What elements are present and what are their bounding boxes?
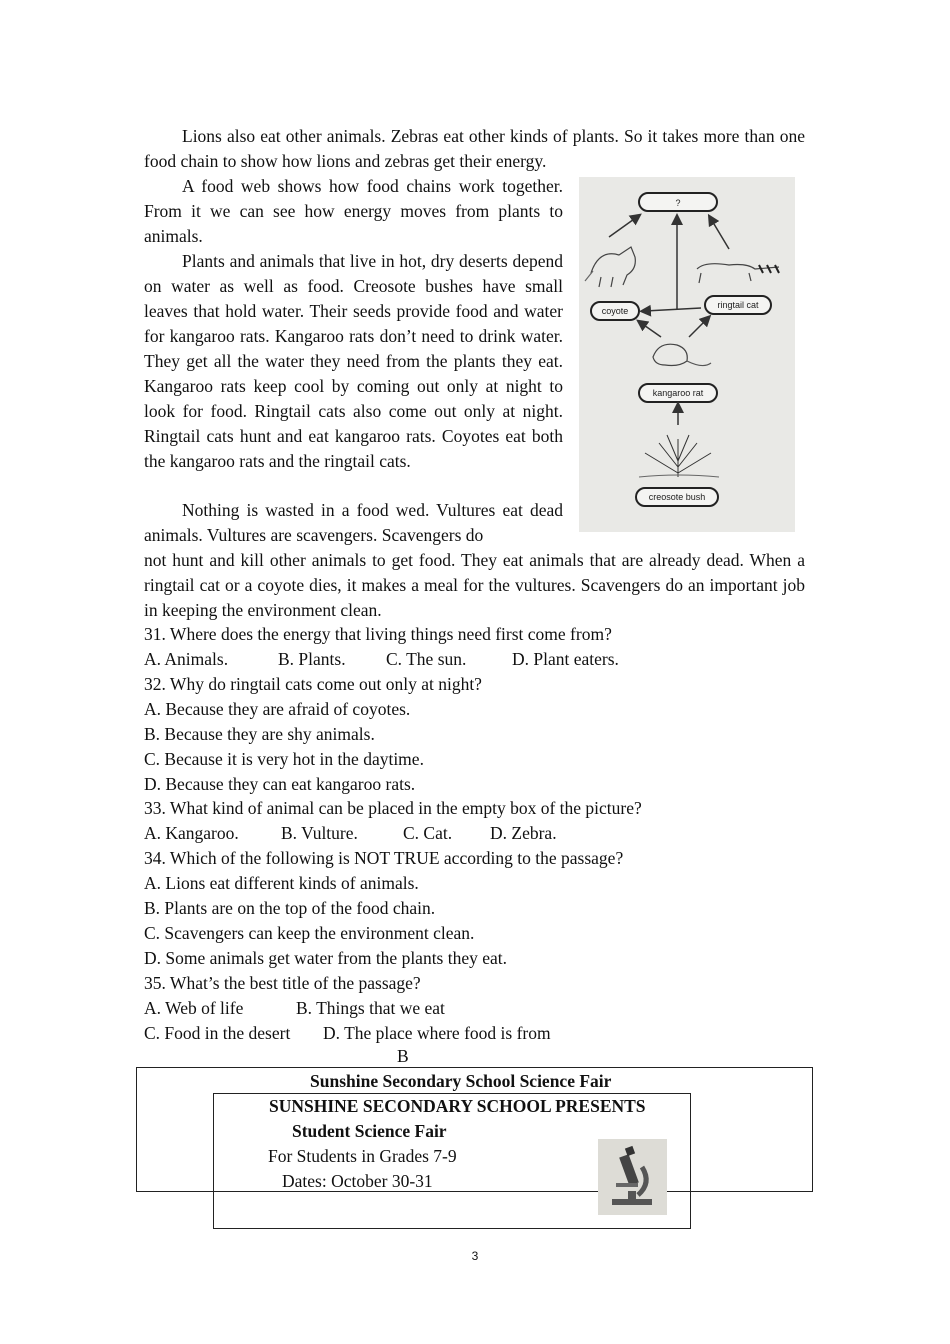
q31-option-a: A. Animals.	[144, 649, 229, 669]
food-web-figure	[579, 177, 795, 532]
question-32: 32. Why do ringtail cats come out only at night?	[144, 674, 482, 694]
creosote-bush-drawing	[639, 435, 719, 477]
passage-paragraph-2: A food web shows how food chains work together. From it we can see how energy moves from plants to animals.	[144, 176, 563, 246]
empty-box-label: ?	[675, 198, 681, 208]
question-31: 31. Where does the energy that living things need first come from?	[144, 624, 612, 644]
q33-option-c: C. Cat.	[403, 823, 453, 843]
section-b-label: B	[397, 1046, 409, 1066]
poster-presents: SUNSHINE SECONDARY SCHOOL PRESENTS	[269, 1096, 646, 1116]
microscope-icon	[598, 1139, 667, 1215]
question-33: 33. What kind of animal can be placed in the empty box of the picture?	[144, 798, 642, 818]
q33-option-a: A. Kangaroo.	[144, 823, 239, 843]
arrow-ringtail-to-top	[711, 219, 729, 249]
page-number: 3	[471, 1249, 479, 1263]
kangaroo-rat-label: kangaroo rat	[652, 388, 704, 398]
passage-paragraph-3: Plants and animals that live in hot, dry deserts depend on water as well as food. Creosote bushes have small leaves that hold water. Their seeds provide food and water for kangaroo rats. Kangaroo rats don’t need to drink water. They get all the water they need from the plants they eat. Kangaroo rats keep cool by coming out only at night to look for food. Ringtail cats also come out only at night. Ringtail cats hunt and eat kangaroo rats. Coyotes eat both the kangaroo rats and the ringtail cats.	[144, 251, 563, 471]
q31-option-b: B. Plants.	[278, 649, 346, 669]
q32-option-a: A. Because they are afraid of coyotes.	[144, 699, 411, 719]
q34-option-d: D. Some animals get water from the plants they eat.	[144, 948, 508, 968]
kangaroo-rat-drawing	[653, 344, 711, 365]
question-34: 34. Which of the following is NOT TRUE according to the passage?	[144, 848, 624, 868]
coyote-label: coyote	[601, 306, 629, 316]
q32-option-c: C. Because it is very hot in the daytime.	[144, 749, 424, 769]
q34-option-a: A. Lions eat different kinds of animals.	[144, 873, 419, 893]
passage-paragraph-4-end: not hunt and kill other animals to get food. They eat animals that are already dead. When a ringtail cat or a coyote dies, it makes a meal for the vultures. Scavengers do an important job in keeping the environment clean.	[144, 550, 805, 620]
creosote-bush-label: creosote bush	[648, 492, 706, 502]
q35-option-a: A. Web of life	[144, 998, 244, 1018]
science-fair-title: Sunshine Secondary School Science Fair	[310, 1071, 612, 1091]
arrow-coyote-to-top	[609, 217, 637, 237]
passage-paragraph-4-start: Nothing is wasted in a food wed. Vultures eat dead animals. Vultures are scavengers. Scavengers do	[144, 500, 563, 545]
arrow-rat-to-coyote	[641, 323, 661, 337]
q34-option-c: C. Scavengers can keep the environment clean.	[144, 923, 475, 943]
arrow-ringtail-to-coyote	[645, 308, 701, 311]
q32-option-b: B. Because they are shy animals.	[144, 724, 375, 744]
food-web-diagram	[579, 177, 795, 532]
poster-event-name: Student Science Fair	[292, 1121, 447, 1141]
q34-option-b: B. Plants are on the top of the food chain.	[144, 898, 436, 918]
q33-option-d: D. Zebra.	[490, 823, 557, 843]
q31-option-d: D. Plant eaters.	[512, 649, 619, 669]
q32-option-d: D. Because they can eat kangaroo rats.	[144, 774, 416, 794]
q35-option-b: B. Things that we eat	[296, 998, 445, 1018]
arrow-rat-to-ringtail	[689, 319, 707, 337]
coyote-drawing	[585, 247, 635, 287]
question-35: 35. What’s the best title of the passage?	[144, 973, 421, 993]
q35-option-d: D. The place where food is from	[323, 1023, 551, 1043]
q31-option-c: C. The sun.	[386, 649, 467, 669]
q35-option-c: C. Food in the desert	[144, 1023, 291, 1043]
poster-dates: Dates: October 30-31	[282, 1171, 433, 1191]
ringtail-cat-drawing	[697, 264, 779, 283]
poster-grades: For Students in Grades 7-9	[268, 1146, 457, 1166]
ringtail-cat-label: ringtail cat	[717, 300, 759, 310]
passage-paragraph-1: Lions also eat other animals. Zebras eat other kinds of plants. So it takes more than one food chain to show how lions and zebras get their energy.	[144, 126, 805, 171]
q33-option-b: B. Vulture.	[281, 823, 358, 843]
